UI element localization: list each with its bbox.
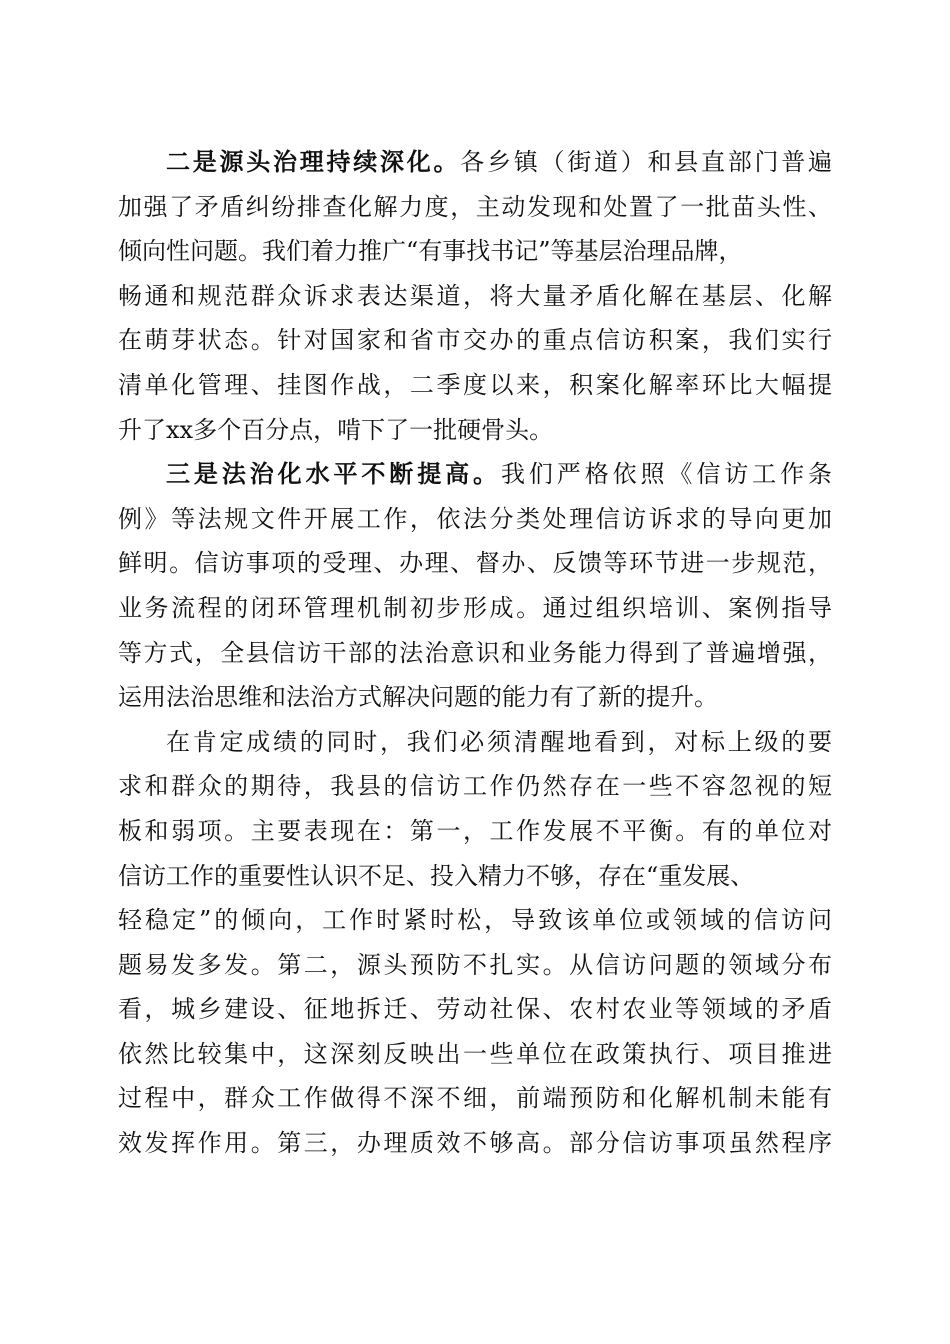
text-line: 等方式，全县信访干部的法治意识和业务能力得到了普遍增强，	[118, 638, 832, 667]
text-line: 倾向性问题。我们着力推广“有事找书记”等基层治理品牌，	[118, 237, 743, 266]
line-text: 我们严格依照《信访工作条	[500, 460, 832, 489]
text-line	[118, 452, 832, 497]
text-line: 清单化管理、挂图作战，二季度以来，积案化解率环比大幅提	[118, 370, 832, 399]
text-line: 加强了矛盾纠纷排查化解力度，主动发现和处置了一批苗头性、	[118, 192, 832, 221]
text-line: 题易发多发。第二，源头预防不扎实。从信访问题的领域分布	[118, 950, 832, 979]
text-line: 运用法治思维和法治方式解决问题的能力有了新的提升。	[118, 683, 718, 712]
text-line: 例》等法规文件开展工作，依法分类处理信访诉求的导向更加	[118, 504, 832, 533]
text-line	[118, 140, 832, 185]
paragraph-lead: 二是源头治理持续深化。	[166, 147, 461, 176]
text-line: 鲜明。信访事项的受理、办理、督办、反馈等环节进一步规范，	[118, 549, 832, 578]
line-text: 各乡镇（街道）和县直部门普遍	[460, 148, 832, 176]
document-body	[118, 140, 832, 1166]
text-line: 求和群众的期待，我县的信访工作仍然存在一些不容忽视的短	[118, 772, 832, 801]
text-line: 效发挥作用。第三，办理质效不够高。部分信访事项虽然程序	[118, 1129, 832, 1158]
text-line: 板和弱项。主要表现在：第一，工作发展不平衡。有的单位对	[118, 816, 832, 845]
text-line: 畅通和规范群众诉求表达渠道，将大量矛盾化解在基层、化解	[118, 281, 832, 310]
text-line: 轻稳定”的倾向，工作时紧时松，导致该单位或领域的信访问	[118, 906, 832, 935]
text-line: 业务流程的闭环管理机制初步形成。通过组织培训、案例指导	[118, 593, 832, 622]
text-line: 过程中，群众工作做得不深不细，前端预防和化解机制未能有	[118, 1084, 832, 1113]
paragraph-lead: 三是法治化水平不断提高。	[166, 459, 501, 489]
text-line: 信访工作的重要性认识不足、投入精力不够，存在“重发展、	[118, 861, 755, 890]
text-line: 依然比较集中，这深刻反映出一些单位在政策执行、项目推进	[118, 1039, 832, 1068]
text-line: 看，城乡建设、征地拆迁、劳动社保、农村农业等领域的矛盾	[118, 995, 832, 1024]
text-line: 升了xx多个百分点，啃下了一批硬骨头。	[118, 415, 554, 444]
text-line: 在肯定成绩的同时，我们必须清醒地看到，对标上级的要	[166, 727, 832, 756]
text-line: 在萌芽状态。针对国家和省市交办的重点信访积案，我们实行	[118, 326, 832, 355]
